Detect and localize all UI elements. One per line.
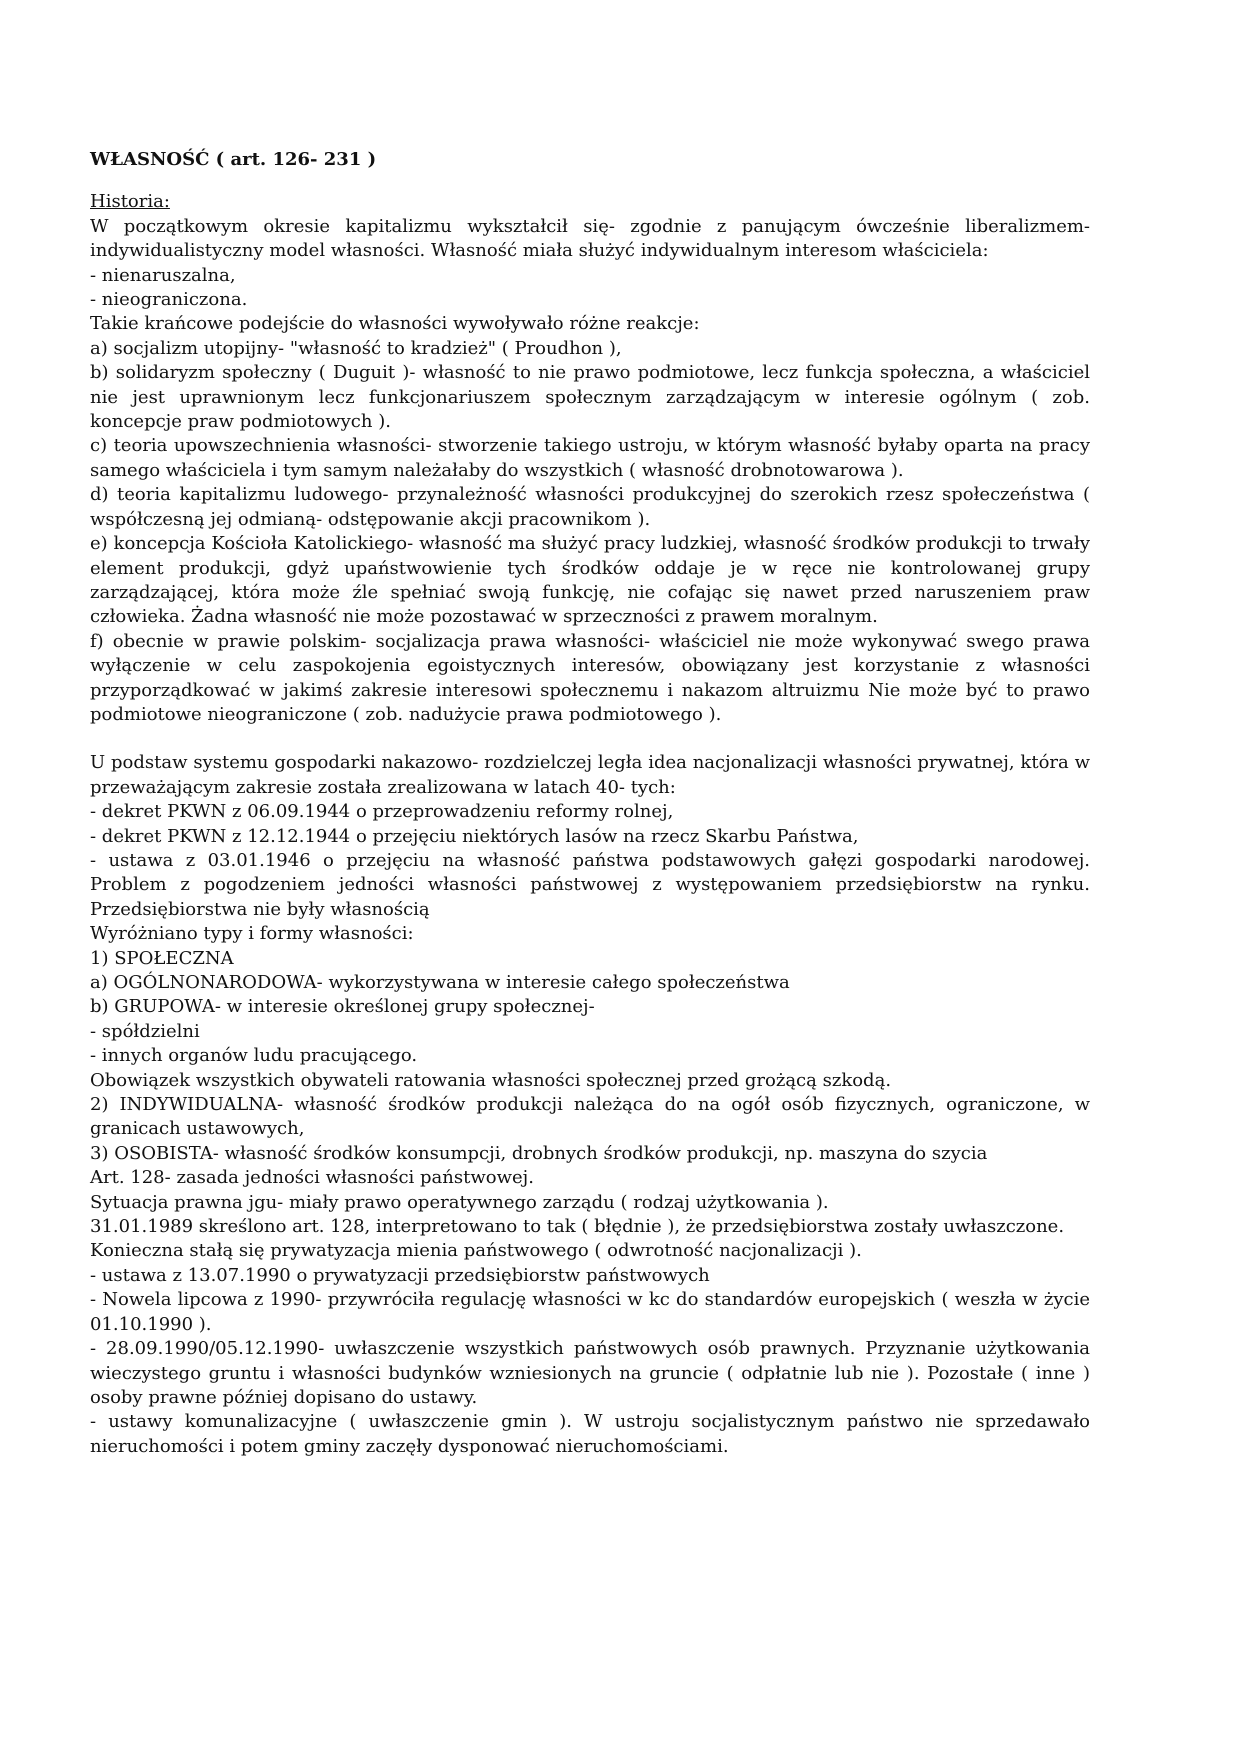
list-item: 1) SPOŁECZNA bbox=[90, 947, 234, 969]
paragraph: Obowiązek wszystkich obywateli ratowania własności społecznej przed grożącą szkodą. bbox=[90, 1069, 892, 1091]
paragraph: Sytuacja prawna jgu- miały prawo operatywnego zarządu ( rodzaj użytkowania ). bbox=[90, 1191, 829, 1213]
document-title: WŁASNOŚĆ ( art. 126- 231 ) bbox=[90, 149, 377, 170]
list-item: - ustawa z 13.07.1990 o prywatyzacji przedsiębiorstw państwowych bbox=[90, 1264, 710, 1286]
list-item: 3) OSOBISTA- własność środków konsumpcji, drobnych środków produkcji, np. maszyna do szycia bbox=[90, 1142, 988, 1164]
list-item: d) teoria kapitalizmu ludowego- przynależność własności produkcyjnej do szerokich rzesz społeczeństwa ( współczesną jej odmianą- odstępowanie akcji pracownikom ). bbox=[90, 484, 1090, 530]
list-item: - ustawa z 03.01.1946 o przejęciu na własność państwa podstawowych gałęzi gospodarki narodowej. Problem z pogodzeniem jedności własności państwowej z występowaniem przedsiębiorstw na rynku. Przedsiębiorstwa nie były własnością bbox=[90, 849, 1090, 920]
paragraph: 31.01.1989 skreślono art. 128, interpretowano to tak ( błędnie ), że przedsiębiorstwa zostały uwłaszczone. bbox=[90, 1216, 1065, 1238]
paragraph: Art. 128- zasada jedności własności państwowej. bbox=[90, 1167, 534, 1189]
list-item: - Nowela lipcowa z 1990- przywróciła regulację własności w kc do standardów europejskich ( weszła w życie 01.10.1990 ). bbox=[90, 1289, 1090, 1335]
list-item: 2) INDYWIDUALNA- własność środków produkcji należąca do na ogół osób fizycznych, ograniczone, w granicach ustawowych, bbox=[90, 1094, 1090, 1140]
paragraph: U podstaw systemu gospodarki nakazowo- rozdzielczej legła idea nacjonalizacji własności prywatnej, która w przeważającym zakresie została zrealizowana w latach 40- tych: bbox=[90, 752, 1090, 798]
list-item: - dekret PKWN z 12.12.1944 o przejęciu niektórych lasów na rzecz Skarbu Państwa, bbox=[90, 825, 859, 847]
history-section bbox=[90, 215, 1090, 728]
list-item: - nienaruszalna, bbox=[90, 264, 236, 286]
paragraph: Wyróżniano typy i formy własności: bbox=[90, 923, 414, 945]
document-page bbox=[90, 148, 1090, 1459]
list-item: b) solidaryzm społeczny ( Duguit )- własność to nie prawo podmiotowe, lecz funkcja społeczna, a właściciel nie jest uprawnionym lecz funkcjonariuszem społecznym zarządzającym w interesie ogólnym ( zob. koncepcje praw podmiotowych ). bbox=[90, 362, 1090, 433]
list-item: - 28.09.1990/05.12.1990- uwłaszczenie wszystkich państwowych osób prawnych. Przyznanie użytkowania wieczystego gruntu i własności budynków wzniesionych na gruncie ( odpłatnie lub nie ). Pozostałe ( inne ) osoby prawne później dopisano do ustawy. bbox=[90, 1338, 1090, 1408]
list-item: - innych organów ludu pracującego. bbox=[90, 1045, 418, 1067]
list-item: a) socjalizm utopijny- "własność to kradzież" ( Proudhon ), bbox=[90, 337, 622, 359]
list-item: b) GRUPOWA- w interesie określonej grupy społecznej- bbox=[90, 996, 595, 1018]
list-item: e) koncepcja Kościoła Katolickiego- własność ma służyć pracy ludzkiej, własność środków produkcji to trwały element produkcji, gdyż upaństwowienie tych środków oddaje je w ręce nie kontrolowanej grupy zarządzającej, która może źle spełniać swoją funkcję, nie cofając się nawet przed naruszeniem praw człowieka. Żadna własność nie może pozostawać w sprzeczności z prawem moralnym. bbox=[90, 533, 1090, 628]
section-label-history: Historia: bbox=[90, 191, 170, 213]
list-item: - nieograniczona. bbox=[90, 289, 248, 311]
paragraph: Takie krańcowe podejście do własności wywoływało różne reakcje: bbox=[90, 313, 700, 335]
nationalization-section bbox=[90, 751, 1090, 1459]
list-item: c) teoria upowszechnienia własności- stworzenie takiego ustroju, w którym własność byłaby oparta na pracy samego właściciela i tym samym należałaby do wszystkich ( własność drobnotowarowa ). bbox=[90, 435, 1090, 481]
list-item: f) obecnie w prawie polskim- socjalizacja prawa własności- właściciel nie może wykonywać swego prawa wyłączenie w celu zaspokojenia egoistycznych interesów, obowiązany jest korzystanie z własności przyporządkować w jakimś zakresie interesowi społecznemu i nakazom altruizmu Nie może być to prawo podmiotowe nieograniczone ( zob. nadużycie prawa podmiotowego ). bbox=[90, 630, 1090, 725]
paragraph: Konieczna stałą się prywatyzacja mienia państwowego ( odwrotność nacjonalizacji ). bbox=[90, 1240, 862, 1262]
list-item: - dekret PKWN z 06.09.1944 o przeprowadzeniu reformy rolnej, bbox=[90, 801, 674, 823]
list-item: - spółdzielni bbox=[90, 1020, 200, 1042]
list-item: a) OGÓLNONARODOWA- wykorzystywana w interesie całego społeczeństwa bbox=[90, 972, 790, 993]
paragraph: W początkowym okresie kapitalizmu wykształcił się- zgodnie z panującym ówcześnie liberalizmem- indywidualistyczny model własności. Własność miała służyć indywidualnym interesom właściciela: bbox=[90, 215, 1090, 262]
paragraph-gap bbox=[90, 727, 1090, 751]
list-item: - ustawy komunalizacyjne ( uwłaszczenie gmin ). W ustroju socjalistycznym państwo nie sprzedawało nieruchomości i potem gminy zaczęły dysponować nieruchomościami. bbox=[90, 1411, 1090, 1457]
